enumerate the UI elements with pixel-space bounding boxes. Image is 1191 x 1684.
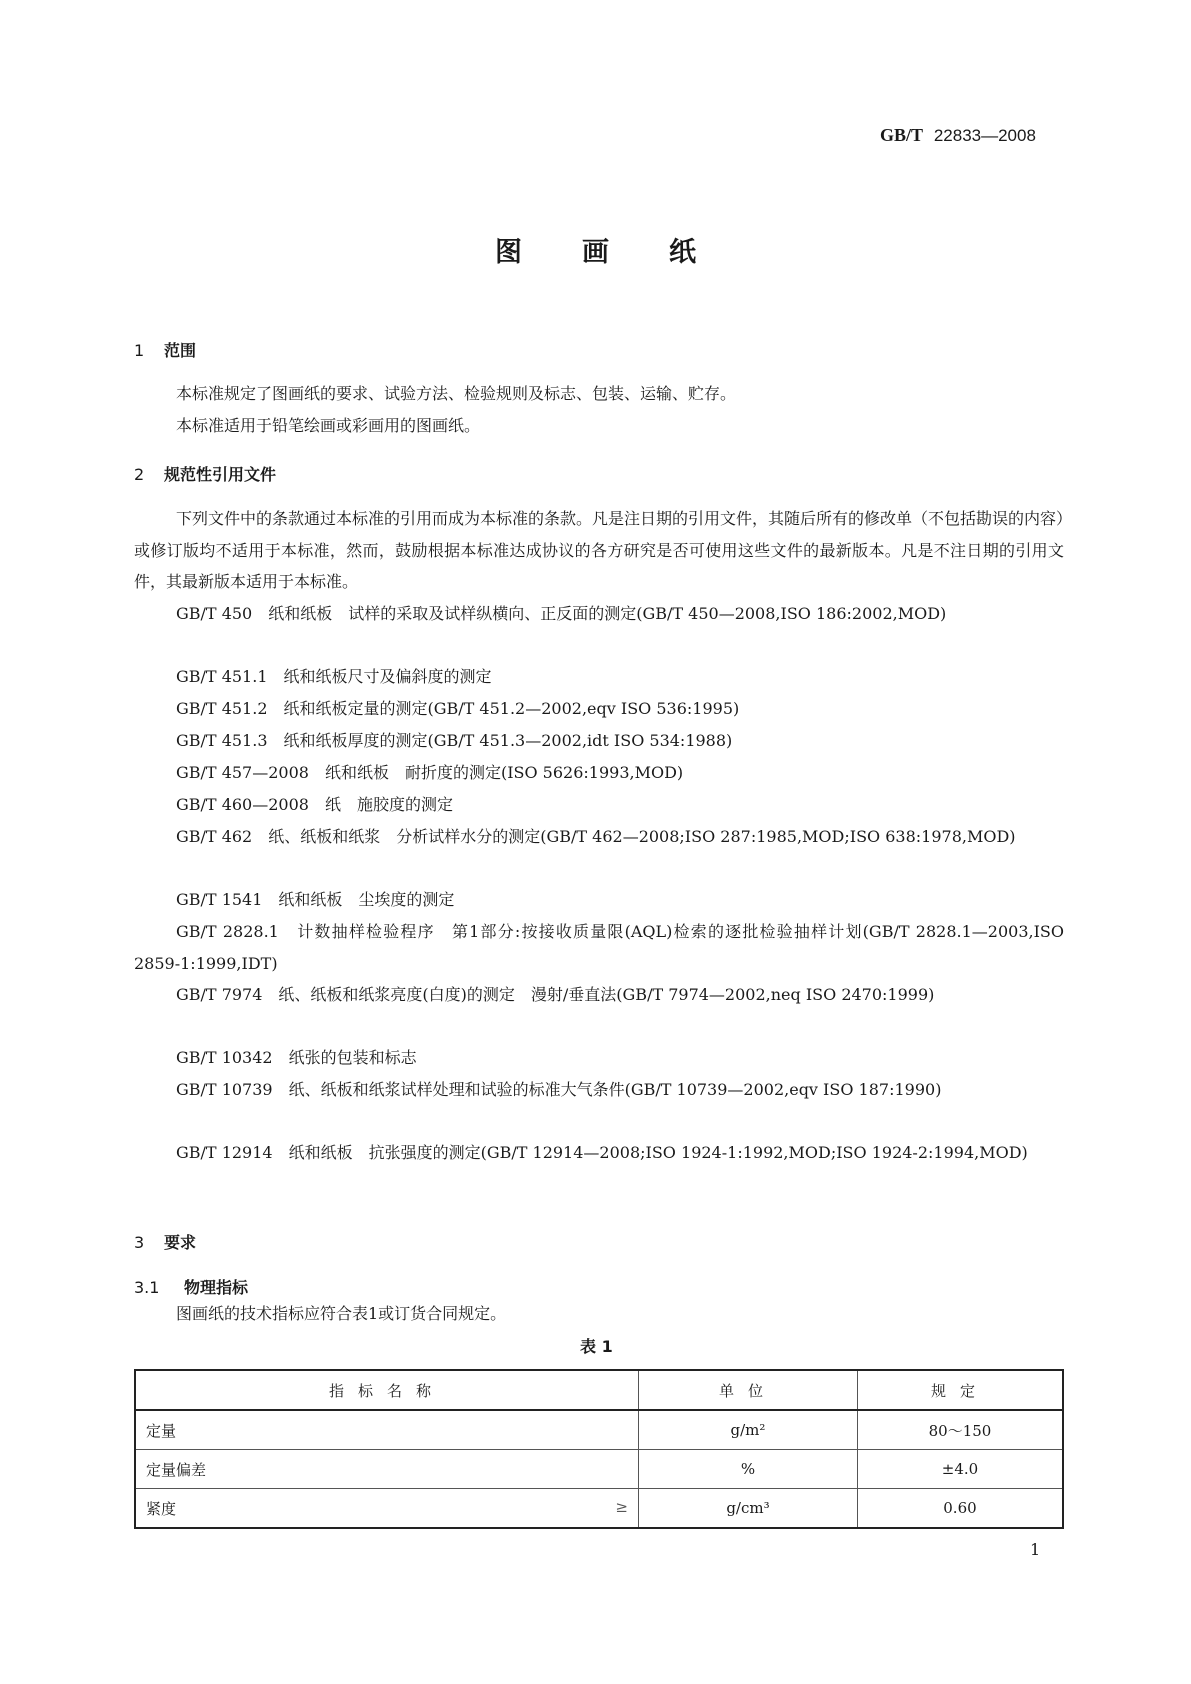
reference-item: GB/T 462 纸、纸板和纸浆 分析试样水分的测定(GB/T 462—2008;ISO 287:1985,MOD;ISO 638:1978,MOD) [176,827,1016,846]
reference-item: GB/T 10342 纸张的包装和标志 [176,1048,417,1067]
cell-unit: g/m² [639,1410,858,1450]
section-number: 2 [134,465,145,484]
col-header-value: 规定 [857,1370,1063,1410]
section-number: 3.1 [134,1278,160,1297]
section-title: 物理指标 [184,1278,249,1297]
standard-prefix: GB/T [880,125,924,145]
col-header-name: 指标名称 [135,1370,639,1410]
section-1-para-2: 本标准适用于铅笔绘画或彩画用的图画纸。 [176,416,481,435]
cell-name: 紧度 ≥ [135,1489,639,1529]
table-header-row [135,1370,1063,1410]
section-number: 3 [134,1233,145,1252]
section-3-heading [134,1230,196,1253]
table-row [135,1450,1063,1489]
cell-value: 0.60 [857,1489,1063,1529]
table-1 [134,1369,1064,1529]
table-row [135,1410,1063,1450]
col-header-unit: 单位 [639,1370,858,1410]
page-number: 1 [1030,1540,1041,1559]
section-3-1-para: 图画纸的技术指标应符合表1或订货合同规定。 [176,1304,507,1323]
cell-unit: g/cm³ [639,1489,858,1529]
reference-item: GB/T 457—2008 纸和纸板 耐折度的测定(ISO 5626:1993,MOD) [176,763,684,782]
standard-code: 22833—2008 [933,126,1036,145]
table-row [135,1489,1063,1529]
reference-item: GB/T 460—2008 纸 施胶度的测定 [176,795,453,814]
reference-item: GB/T 10739 纸、纸板和纸浆试样处理和试验的标准大气条件(GB/T 10739—2002,eqv ISO 187:1990) [176,1080,942,1099]
cell-name: 定量 [135,1410,639,1450]
qualifier: ≥ [615,1497,628,1516]
reference-item: GB/T 2828.1 计数抽样检验程序 第1部分:按接收质量限(AQL)检索的逐批检验抽样计划(GB/T 2828.1—2003,ISO 2859-1:1999,IDT) [134,922,1064,973]
table-caption: 表 1 [580,1337,613,1356]
cell-value: 80～150 [857,1410,1063,1450]
section-title: 范围 [164,341,197,360]
reference-item: GB/T 7974 纸、纸板和纸浆亮度(白度)的测定 漫射/垂直法(GB/T 7974—2002,neq ISO 2470:1999) [176,985,935,1004]
section-1-heading [134,338,196,361]
cell-name: 定量偏差 [135,1450,639,1489]
section-number: 1 [134,341,145,360]
section-3-1-heading [134,1275,248,1298]
section-title: 规范性引用文件 [164,465,277,484]
reference-item: GB/T 451.1 纸和纸板尺寸及偏斜度的测定 [176,667,492,686]
reference-item: GB/T 1541 纸和纸板 尘埃度的测定 [176,890,455,909]
reference-item: GB/T 451.2 纸和纸板定量的测定(GB/T 451.2—2002,eqv ISO 536:1995) [176,699,740,718]
cell-value: ±4.0 [857,1450,1063,1489]
reference-item: GB/T 451.3 纸和纸板厚度的测定(GB/T 451.3—2002,idt ISO 534:1988) [176,731,733,750]
section-2-intro: 下列文件中的条款通过本标准的引用而成为本标准的条款。凡是注日期的引用文件，其随后所有的修改单（不包括勘误的内容）或修订版均不适用于本标准，然而，鼓励根据本标准达成协议的各方研究是否可使用这些文件的最新版本。凡是不注日期的引用文件，其最新版本适用于本标准。 [134,509,1065,591]
section-title: 要求 [164,1233,197,1252]
reference-item: GB/T 450 纸和纸板 试样的采取及试样纵横向、正反面的测定(GB/T 450—2008,ISO 186:2002,MOD) [176,604,947,623]
section-2-heading [134,462,276,485]
standard-number [880,125,1036,146]
cell-unit: % [639,1450,858,1489]
section-1-para-1: 本标准规定了图画纸的要求、试验方法、检验规则及标志、包装、运输、贮存。 [176,384,737,403]
reference-item: GB/T 12914 纸和纸板 抗张强度的测定(GB/T 12914—2008;ISO 1924-1:1992,MOD;ISO 1924-2:1994,MOD) [176,1143,1028,1162]
document-title: 图画纸 [495,237,756,268]
